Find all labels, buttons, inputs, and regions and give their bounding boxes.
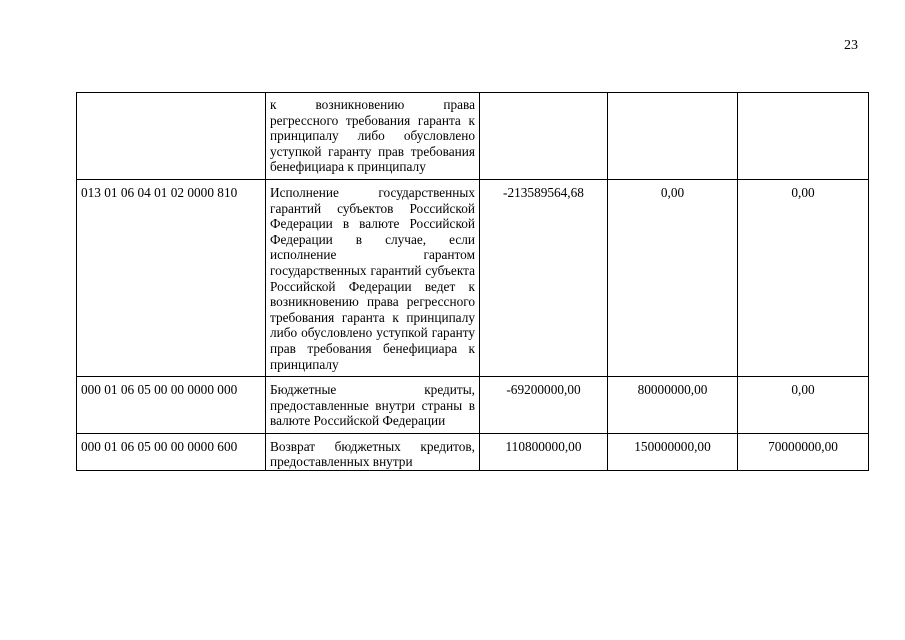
value-cell-2: 0,00 xyxy=(608,179,738,376)
value-cell-3: 0,00 xyxy=(738,377,869,434)
budget-code-cell: 000 01 06 05 00 00 0000 600 xyxy=(77,433,266,470)
value-cell-3: 70000000,00 xyxy=(738,433,869,470)
description-cell: к возникновению права регрессного требования гаранта к принципалу либо обусловлено уступкой гаранту прав требования бенефициара к принципалу xyxy=(266,93,480,180)
description-cell: Исполнение государственных гарантий субъектов Российской Федерации в валюте Российской Федерации в случае, если исполнение гарантом государственных гарантий субъекта Российской Федерации ведет к возникновению права регрессного требования гаранта к принципалу либо обусловлено уступкой гаранту прав требования бенефициара к принципалу xyxy=(266,179,480,376)
value-cell-1 xyxy=(480,93,608,180)
value-cell-2 xyxy=(608,93,738,180)
description-cell xyxy=(266,433,480,470)
table-row xyxy=(77,179,869,376)
page-number: 23 xyxy=(844,38,858,53)
table-row xyxy=(77,93,869,180)
value-cell-1: -69200000,00 xyxy=(480,377,608,434)
budget-sources-table xyxy=(76,92,869,471)
table-row xyxy=(77,377,869,434)
description-cell: Бюджетные кредиты, предоставленные внутри страны в валюте Российской Федерации xyxy=(266,377,480,434)
value-cell-1: -213589564,68 xyxy=(480,179,608,376)
budget-code-cell: 000 01 06 05 00 00 0000 000 xyxy=(77,377,266,434)
value-cell-2: 80000000,00 xyxy=(608,377,738,434)
value-cell-3 xyxy=(738,93,869,180)
value-cell-2: 150000000,00 xyxy=(608,433,738,470)
description-text: Возврат бюджетных кредитов, предоставленных внутри xyxy=(270,438,475,470)
table-row xyxy=(77,433,869,470)
value-cell-1: 110800000,00 xyxy=(480,433,608,470)
budget-code-cell: 013 01 06 04 01 02 0000 810 xyxy=(77,179,266,376)
value-cell-3: 0,00 xyxy=(738,179,869,376)
budget-code-cell xyxy=(77,93,266,180)
